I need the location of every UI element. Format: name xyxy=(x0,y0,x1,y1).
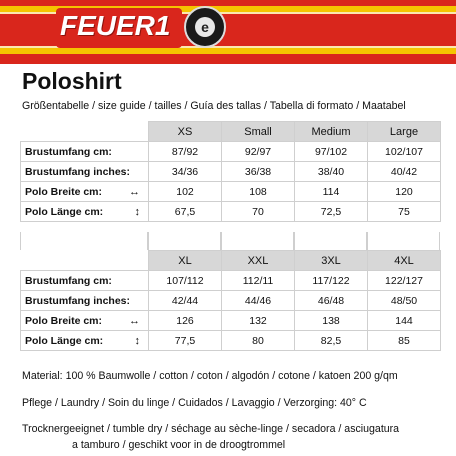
size-header: Small xyxy=(222,122,295,142)
table-row xyxy=(21,291,441,311)
size-header: XL xyxy=(149,251,222,271)
row-label-text: Polo Breite cm: xyxy=(25,185,103,198)
row-label xyxy=(21,182,149,202)
row-label xyxy=(21,311,149,331)
size-table-1 xyxy=(20,121,441,222)
table-header-row xyxy=(21,122,441,142)
size-header: 3XL xyxy=(295,251,368,271)
material-note: Material: 100 % Baumwolle / cotton / coton / algodón / cotone / katoen 200 g/qm xyxy=(22,370,398,382)
row-label-text: Polo Länge cm: xyxy=(25,205,104,218)
table-cell: 122/127 xyxy=(368,271,441,291)
table-cell: 77,5 xyxy=(149,331,222,351)
table-cell: 117/122 xyxy=(295,271,368,291)
page-subtitle: Größentabelle / size guide / tailles / Guía des tallas / Tabella di formato / Maatabel xyxy=(22,100,406,112)
care-note: Pflege / Laundry / Soin du linge / Cuidados / Lavaggio / Verzorging: 40° C xyxy=(22,397,367,409)
table-row xyxy=(21,182,441,202)
dry-note-line1: Trocknergeeignet / tumble dry / séchage au sèche-linge / secadora / asciugatura xyxy=(22,423,400,435)
table-cell: 144 xyxy=(368,311,441,331)
width-arrow-icon: ↔ xyxy=(129,185,140,198)
row-label: Brustumfang cm: xyxy=(21,271,149,291)
size-header: XXL xyxy=(222,251,295,271)
table-row xyxy=(21,331,441,351)
row-label-text: Polo Länge cm: xyxy=(25,334,104,347)
table-cell: 102 xyxy=(149,182,222,202)
row-label: Brustumfang inches: xyxy=(21,291,149,311)
table-cell: 44/46 xyxy=(222,291,295,311)
spacer-cell xyxy=(20,232,148,250)
table-cell: 80 xyxy=(222,331,295,351)
table-cell: 70 xyxy=(222,202,295,222)
table-spacer xyxy=(20,232,440,250)
table-header-row xyxy=(21,251,441,271)
table-cell: 114 xyxy=(295,182,368,202)
spacer-cell xyxy=(367,232,440,250)
table-row xyxy=(21,162,441,182)
table-corner xyxy=(21,122,149,142)
page-title: Poloshirt xyxy=(22,68,122,94)
width-arrow-icon: ↔ xyxy=(129,314,140,327)
table-cell: 38/40 xyxy=(295,162,368,182)
table-cell: 132 xyxy=(222,311,295,331)
table-cell: 42/44 xyxy=(149,291,222,311)
table-cell: 87/92 xyxy=(149,142,222,162)
length-arrow-icon: ↕ xyxy=(134,205,140,218)
table-cell: 126 xyxy=(149,311,222,331)
row-label xyxy=(21,202,149,222)
table-cell: 97/102 xyxy=(295,142,368,162)
size-header: Medium xyxy=(295,122,368,142)
table-cell: 67,5 xyxy=(149,202,222,222)
table-cell: 107/112 xyxy=(149,271,222,291)
table-row xyxy=(21,142,441,162)
brand-logo: FEUER1 xyxy=(60,10,171,41)
table-cell: 120 xyxy=(368,182,441,202)
banner-stripe xyxy=(0,48,456,54)
spacer-cell xyxy=(221,232,294,250)
table-cell: 108 xyxy=(222,182,295,202)
table-cell: 112/11 xyxy=(222,271,295,291)
table-row xyxy=(21,271,441,291)
length-arrow-icon: ↕ xyxy=(134,334,140,347)
size-header: 4XL xyxy=(368,251,441,271)
table-cell: 72,5 xyxy=(295,202,368,222)
table-cell: 36/38 xyxy=(222,162,295,182)
table-cell: 138 xyxy=(295,311,368,331)
table-cell: 92/97 xyxy=(222,142,295,162)
table-cell: 75 xyxy=(368,202,441,222)
size-table-2 xyxy=(20,250,441,351)
table-corner xyxy=(21,251,149,271)
row-label xyxy=(21,331,149,351)
size-header: XS xyxy=(149,122,222,142)
row-label-text: Polo Breite cm: xyxy=(25,314,103,327)
header-banner xyxy=(0,0,456,64)
table-cell: 85 xyxy=(368,331,441,351)
seal-letter: e xyxy=(195,17,215,37)
spacer-cell xyxy=(148,232,221,250)
row-label: Brustumfang cm: xyxy=(21,142,149,162)
table-cell: 40/42 xyxy=(368,162,441,182)
size-header: Large xyxy=(368,122,441,142)
guarantee-seal-icon xyxy=(184,6,226,48)
row-label: Brustumfang inches: xyxy=(21,162,149,182)
dry-note-line2: a tamburo / geschikt voor in de droogtrommel xyxy=(72,439,286,451)
table-cell: 34/36 xyxy=(149,162,222,182)
table-row xyxy=(21,311,441,331)
table-cell: 102/107 xyxy=(368,142,441,162)
table-cell: 82,5 xyxy=(295,331,368,351)
table-row xyxy=(21,202,441,222)
table-cell: 48/50 xyxy=(368,291,441,311)
spacer-cell xyxy=(294,232,367,250)
table-cell: 46/48 xyxy=(295,291,368,311)
